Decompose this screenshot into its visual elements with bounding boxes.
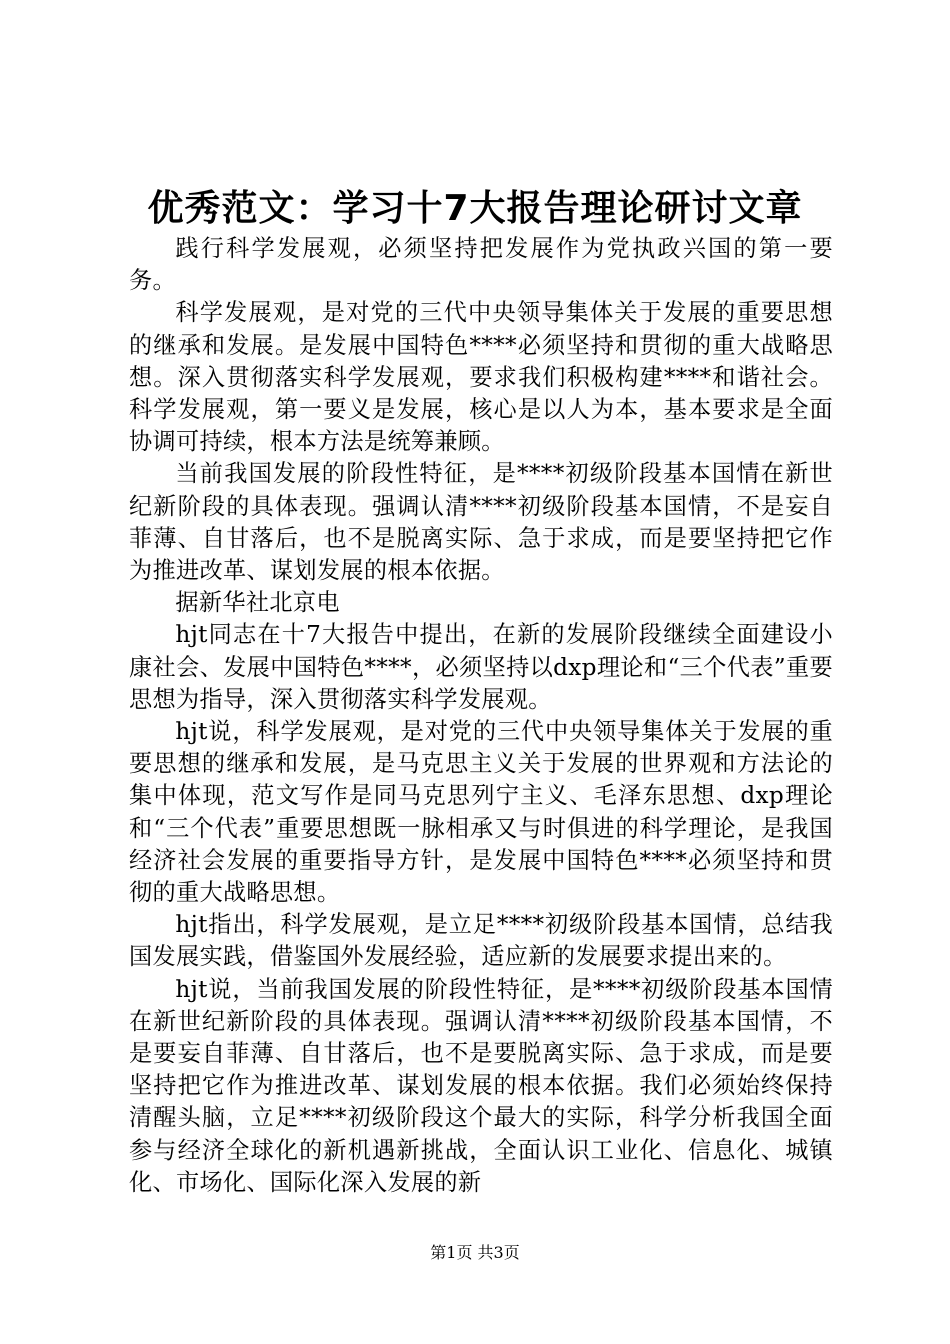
paragraph: 科学发展观，是对党的三代中央领导集体关于发展的重要思想的继承和发展。是发展中国特色****必须坚持和贯彻的重大战略思想。深入贯彻落实科学发展观，要求我们积极构建****和谐社会。科学发展观，第一要义是发展，核心是以人为本，基本要求是全面协调可持续，根本方法是统筹兼顾。: [129, 299, 833, 456]
paragraph: 践行科学发展观，必须坚持把发展作为党执政兴国的第一要务。: [129, 235, 833, 295]
paragraph: hjt指出，科学发展观，是立足****初级阶段基本国情，总结我国发展实践，借鉴国外发展经验，适应新的发展要求提出来的。: [129, 911, 833, 971]
document-title: 优秀范文：学习十7大报告理论研讨文章: [147, 188, 803, 229]
paragraph: 据新华社北京电: [175, 589, 340, 617]
paragraph: hjt说，科学发展观，是对党的三代中央领导集体关于发展的重要思想的继承和发展，是马克思主义关于发展的世界观和方法论的集中体现，范文写作是同马克思列宁主义、毛泽东思想、dxp理论和“三个代表”重要思想既一脉相承又与时俱进的科学理论，是我国经济社会发展的重要指导方针，是发展中国特色****必须坚持和贯彻的重大战略思想。: [129, 718, 833, 907]
paragraph: hjt同志在十7大报告中提出，在新的发展阶段继续全面建设小康社会、发展中国特色****，必须坚持以dxp理论和“三个代表”重要思想为指导，深入贯彻落实科学发展观。: [129, 621, 833, 713]
paragraph: 当前我国发展的阶段性特征，是****初级阶段基本国情在新世纪新阶段的具体表现。强调认清****初级阶段基本国情，不是妄自菲薄、自甘落后，也不是脱离实际、急于求成，而是要坚持把它作为推进改革、谋划发展的根本依据。: [129, 460, 833, 585]
document-body: [129, 233, 833, 1199]
paragraph: hjt说，当前我国发展的阶段性特征，是****初级阶段基本国情在新世纪新阶段的具体表现。强调认清****初级阶段基本国情，不是要妄自菲薄、自甘落后，也不是要脱离实际、急于求成，而是要坚持把它作为推进改革、谋划发展的根本依据。我们必须始终保持清醒头脑，立足****初级阶段这个最大的实际，科学分析我国全面参与经济全球化的新机遇新挑战，全面认识工业化、信息化、城镇化、市场化、国际化深入发展的新: [129, 975, 833, 1196]
page-footer: 第1页 共3页: [430, 1243, 520, 1262]
